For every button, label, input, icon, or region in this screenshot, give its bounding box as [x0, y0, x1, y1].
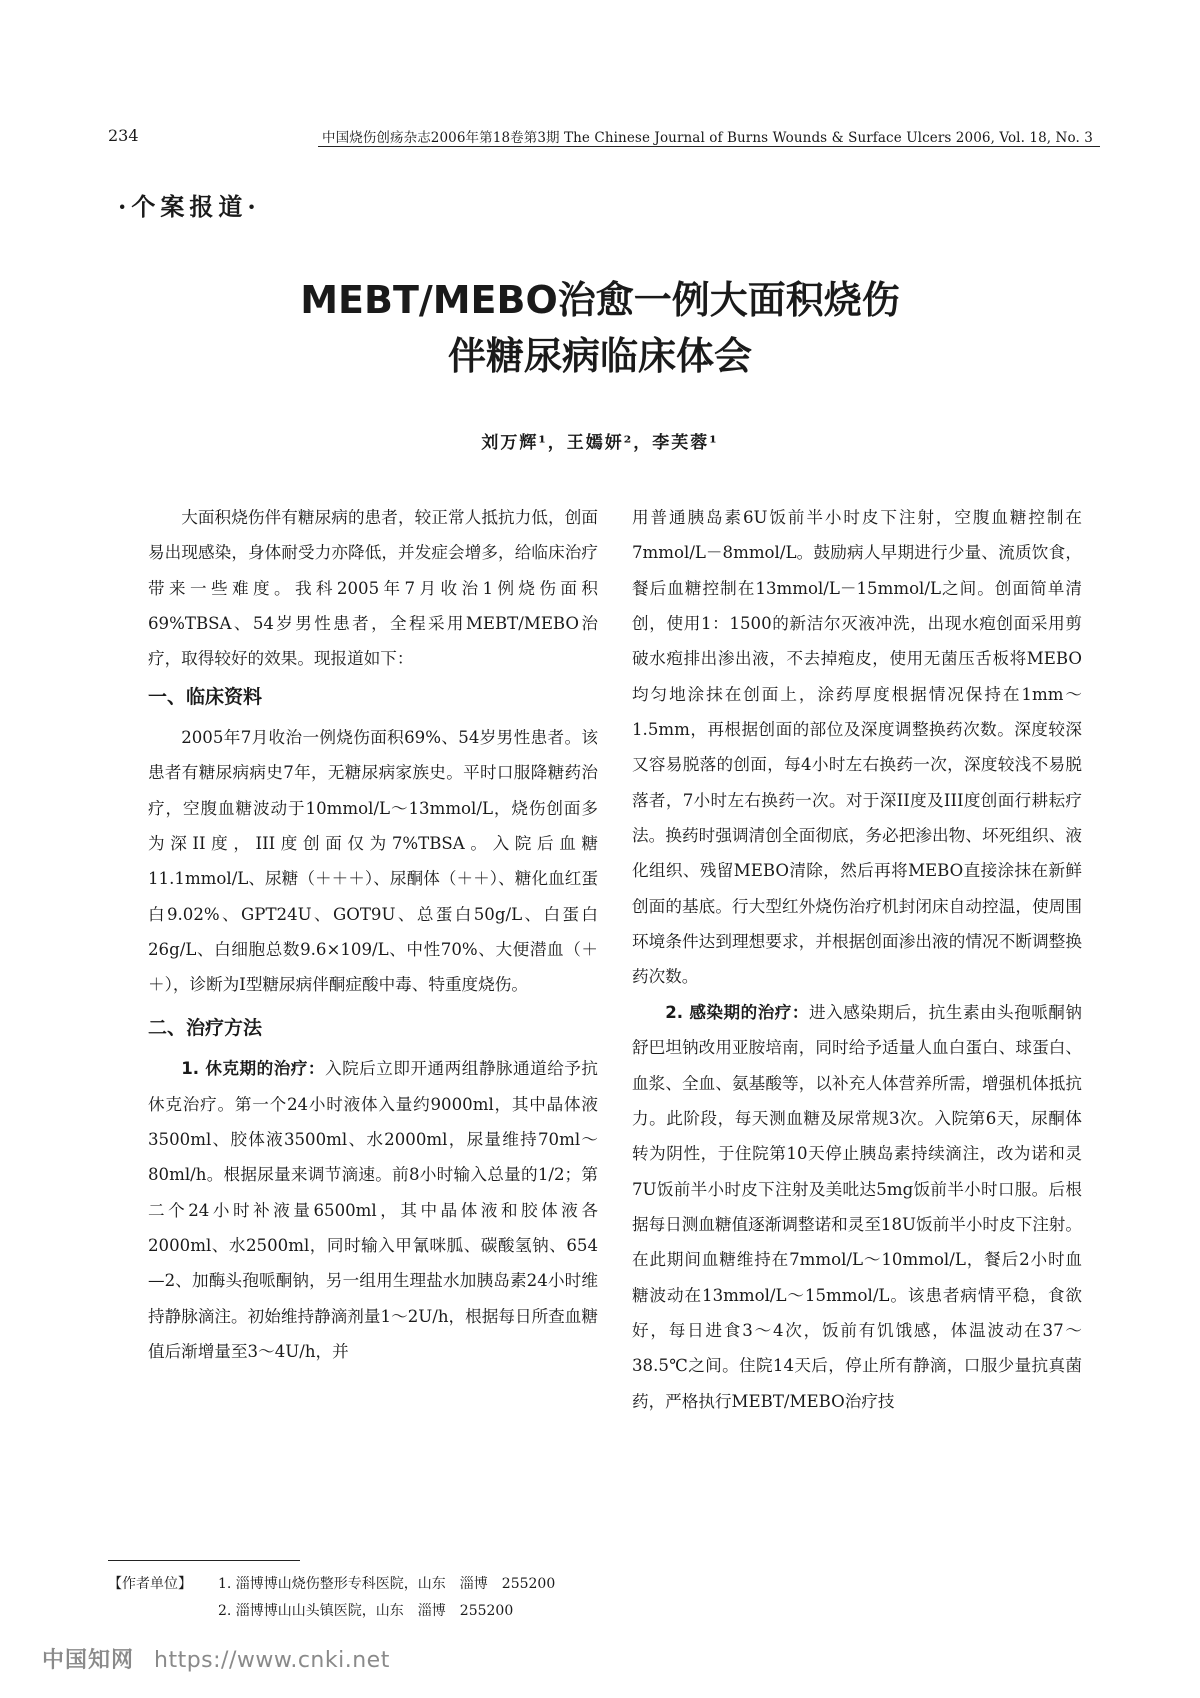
cnki-watermark [42, 1643, 390, 1674]
continued-paragraph: 用普通胰岛素6U饭前半小时皮下注射，空腹血糖控制在7mmol/L－8mmol/L。鼓励病人早期进行少量、流质饮食，餐后血糖控制在13mmol/L－15mmol/L之间。创面简单清创，使用1：1500的新洁尔灭液冲洗，出现水疱创面采用剪破水疱排出渗出液，不去掉疱皮，使用无菌压舌板将MEBO均匀地涂抹在创面上，涂药厚度根据情况保持在1mm～1.5mm，再根据创面的部位及深度调整换药次数。深度较深又容易脱落的创面，每4小时左右换药一次，深度较浅不易脱落者，7小时左右换药一次。对于深II度及III度创面行耕耘疗法。换药时强调清创全面彻底，务必把渗出物、坏死组织、液化组织、残留MEBO清除，然后再将MEBO直接涂抹在新鲜创面的基底。行大型红外烧伤治疗机封闭床自动控温，使周围环境条件达到理想要求，并根据创面渗出液的情况不断调整换药次数。 [632, 508, 1082, 987]
shock-paragraph [148, 1051, 598, 1369]
shock-text: 入院后立即开通两组静脉通道给予抗休克治疗。第一个24小时液体入量约9000ml，其中晶体液3500ml、胶体液3500ml、水2000ml，尿量维持70ml～80ml/h。根据尿量来调节滴速。前8小时输入总量的1/2；第二个24小时补液量6500ml，其中晶体液和胶体液各2000ml、水2500ml，同时输入甲氰咪胍、碳酸氢钠、654—2、加酶头孢哌酮钠，另一组用生理盐水加胰岛素24小时维持静脉滴注。初始维持静滴剂量1～2U/h，根据每日所查血糖值后渐增量至3～4U/h，并 [148, 1059, 598, 1361]
footnote-rule [108, 1560, 300, 1561]
title-line-2: 伴糖尿病临床体会 [447, 334, 752, 378]
footnote-label: 【作者单位】 [108, 1576, 192, 1592]
intro-paragraph: 大面积烧伤伴有糖尿病的患者，较正常人抵抗力低，创面易出现感染，身体耐受力亦降低，并发症会增多，给临床治疗带来一些难度。我科2005年7月收治1例烧伤面积69%TBSA、54岁男性患者，全程采用MEBT/MEBO治疗，取得较好的效果。现报道如下： [148, 508, 598, 669]
shock-lead: 1. 休克期的治疗： [181, 1059, 325, 1079]
author-list: 刘万辉¹，王嫣妍²，李芙蓉¹ [481, 433, 719, 453]
right-column [632, 500, 1082, 1419]
section-label: ·个案报道· [118, 192, 261, 221]
page-number: 234 [108, 126, 139, 145]
infection-lead: 2. 感染期的治疗： [665, 1002, 809, 1022]
title-line-1: MEBT/MEBO治愈一例大面积烧伤 [300, 278, 900, 322]
affiliation-2: 2. 淄博博山山头镇医院，山东 淄博 255200 [218, 1603, 514, 1619]
affiliation-1: 1. 淄博博山烧伤整形专科医院，山东 淄博 255200 [218, 1576, 556, 1592]
infection-paragraph [632, 995, 1082, 1419]
header-rule [318, 146, 1100, 147]
cnki-url[interactable]: https://www.cnki.net [154, 1648, 390, 1673]
running-header: 中国烧伤创疡杂志2006年第18卷第3期 The Chinese Journal of Burns Wounds & Surface Ulcers 2006, Vol. 18, No. 3 [322, 130, 1093, 146]
section-heading-treatment: 二、治疗方法 [148, 1016, 263, 1039]
cnki-logo: 中国知网 [42, 1648, 135, 1673]
left-column [148, 500, 598, 1369]
article-title [0, 272, 1200, 384]
section-heading-clinical: 一、临床资料 [148, 685, 263, 708]
clinical-paragraph: 2005年7月收治一例烧伤面积69%、54岁男性患者。该患者有糖尿病病史7年，无糖尿病家族史。平时口服降糖药治疗，空腹血糖波动于10mmol/L～13mmol/L，烧伤创面多为深II度，III度创面仅为7%TBSA。入院后血糖11.1mmol/L、尿糖（＋＋＋）、尿酮体（＋＋）、糖化血红蛋白9.02%、GPT24U、GOT9U、总蛋白50g/L、白蛋白26g/L、白细胞总数9.6×109/L、中性70%、大便潜血（＋＋），诊断为I型糖尿病伴酮症酸中毒、特重度烧伤。 [148, 728, 598, 995]
infection-text: 进入感染期后，抗生素由头孢哌酮钠舒巴坦钠改用亚胺培南，同时给予适量人血白蛋白、球蛋白、血浆、全血、氨基酸等，以补充人体营养所需，增强机体抵抗力。此阶段，每天测血糖及尿常规3次。入院第6天，尿酮体转为阴性，于住院第10天停止胰岛素持续滴注，改为诺和灵7U饭前半小时皮下注射及美吡达5mg饭前半小时口服。后根据每日测血糖值逐渐调整诺和灵至18U饭前半小时皮下注射。在此期间血糖维持在7mmol/L～10mmol/L，餐后2小时血糖波动在13mmol/L～15mmol/L。该患者病情平稳，食欲好，每日进食3～4次，饭前有饥饿感，体温波动在37～38.5℃之间。住院14天后，停止所有静滴，口服少量抗真菌药，严格执行MEBT/MEBO治疗技 [632, 1002, 1082, 1411]
